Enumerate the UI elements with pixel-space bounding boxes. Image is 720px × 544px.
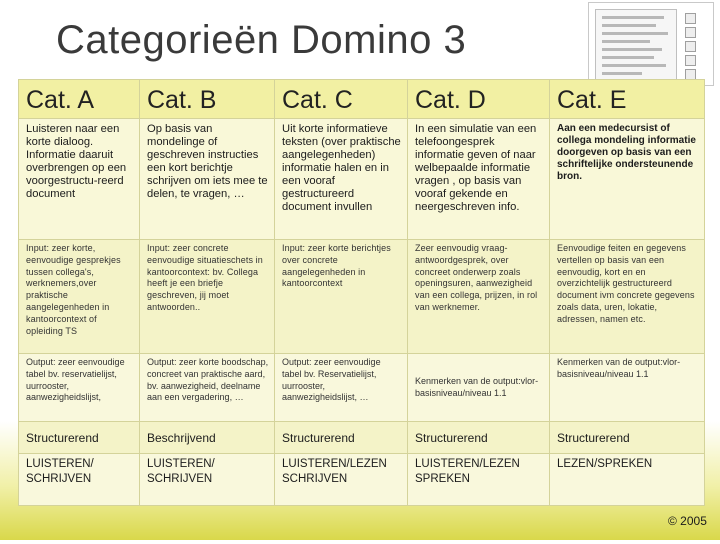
table-cell: Structurerend xyxy=(408,422,550,454)
header-cat-c: Cat. C xyxy=(275,80,408,119)
table-cell: Output: zeer eenvoudige tabel bv. reservatielijst, uurrooster, aanwezigheidslijst, xyxy=(19,354,140,422)
table-row xyxy=(19,422,705,454)
header-row xyxy=(19,80,705,119)
copyright-notice: © 2005 xyxy=(668,514,707,528)
table-cell: LUISTEREN/ SCHRIJVEN xyxy=(140,454,275,506)
table-cell: Zeer eenvoudig vraag-antwoordgesprek, over concreet onderwerp zoals openingsuren, aanwezigheid van een collega, prijzen, in rol van werknemer. xyxy=(408,240,550,354)
header-cat-e: Cat. E xyxy=(550,80,705,119)
table-cell: Uit korte informatieve teksten (over praktische aangelegenheden) informatie halen en in een vooraf gestructureerd document invullen xyxy=(275,119,408,240)
table-cell: Output: zeer korte boodschap, concreet van praktische aard, bv. aanwezigheid, deelname aan een vergadering, … xyxy=(140,354,275,422)
document-thumbnail xyxy=(588,2,714,86)
table-cell: Aan een medecursist of collega mondeling informatie doorgeven op basis van een schriftelijke ondersteunende bron. xyxy=(550,119,705,240)
table-cell: LEZEN/SPREKEN xyxy=(550,454,705,506)
header-cat-d: Cat. D xyxy=(408,80,550,119)
table-cell: Output: zeer eenvoudige tabel bv. Reservatielijst, uurrooster, aanwezigheidslijst, … xyxy=(275,354,408,422)
table-row xyxy=(19,354,705,422)
document-page-icon xyxy=(595,9,677,81)
table-cell: In een simulatie van een telefoongesprek informatie geven of naar welbepaalde informatie vragen , op basis van vooraf gekende en neergeschreven info. xyxy=(408,119,550,240)
mini-box-icon xyxy=(685,41,696,52)
table-cell: Input: zeer concrete eenvoudige situatieschets in kantoorcontext: bv. Collega heeft je een briefje geschreven, jij moet antwoorden.. xyxy=(140,240,275,354)
table-cell: LUISTEREN/ SCHRIJVEN xyxy=(19,454,140,506)
table-cell: Input: zeer korte, eenvoudige gesprekjes tussen collega's, werknemers,over praktische aangelegenheden in kantoorcontext of opleiding TS xyxy=(19,240,140,354)
table-cell: Beschrijvend xyxy=(140,422,275,454)
table-cell: Structurerend xyxy=(275,422,408,454)
mini-box-icon xyxy=(685,27,696,38)
table-cell: Kenmerken van de output:vlor-basisniveau/niveau 1.1 xyxy=(408,354,550,422)
table-cell: Kenmerken van de output:vlor-basisniveau/niveau 1.1 xyxy=(550,354,705,422)
table-cell: LUISTEREN/LEZEN SCHRIJVEN xyxy=(275,454,408,506)
table-row xyxy=(19,454,705,506)
categories-table xyxy=(18,79,705,506)
table-cell: Luisteren naar een korte dialoog. Informatie daaruit overbrengen op een voorgestructu-reerd document xyxy=(19,119,140,240)
table-row xyxy=(19,119,705,240)
header-cat-b: Cat. B xyxy=(140,80,275,119)
mini-box-icon xyxy=(685,55,696,66)
header-cat-a: Cat. A xyxy=(19,80,140,119)
page-title: Categorieën Domino 3 xyxy=(56,18,467,62)
table-cell: Structurerend xyxy=(19,422,140,454)
table-cell: Structurerend xyxy=(550,422,705,454)
table-cell: Op basis van mondelinge of geschreven instructies een kort berichtje schrijven om iets mee te delen, te vragen, … xyxy=(140,119,275,240)
table-row xyxy=(19,240,705,354)
table-cell: Input: zeer korte berichtjes over concrete aangelegenheden in kantoorcontext xyxy=(275,240,408,354)
mini-box-icon xyxy=(685,13,696,24)
table-cell: Eenvoudige feiten en gegevens vertellen op basis van een eenvoudig, kort en en overzichtelijk gestructureerd document ivm concrete gegevens zoals data, uren, lokatie, adressen, namen etc. xyxy=(550,240,705,354)
table-cell: LUISTEREN/LEZEN SPREKEN xyxy=(408,454,550,506)
